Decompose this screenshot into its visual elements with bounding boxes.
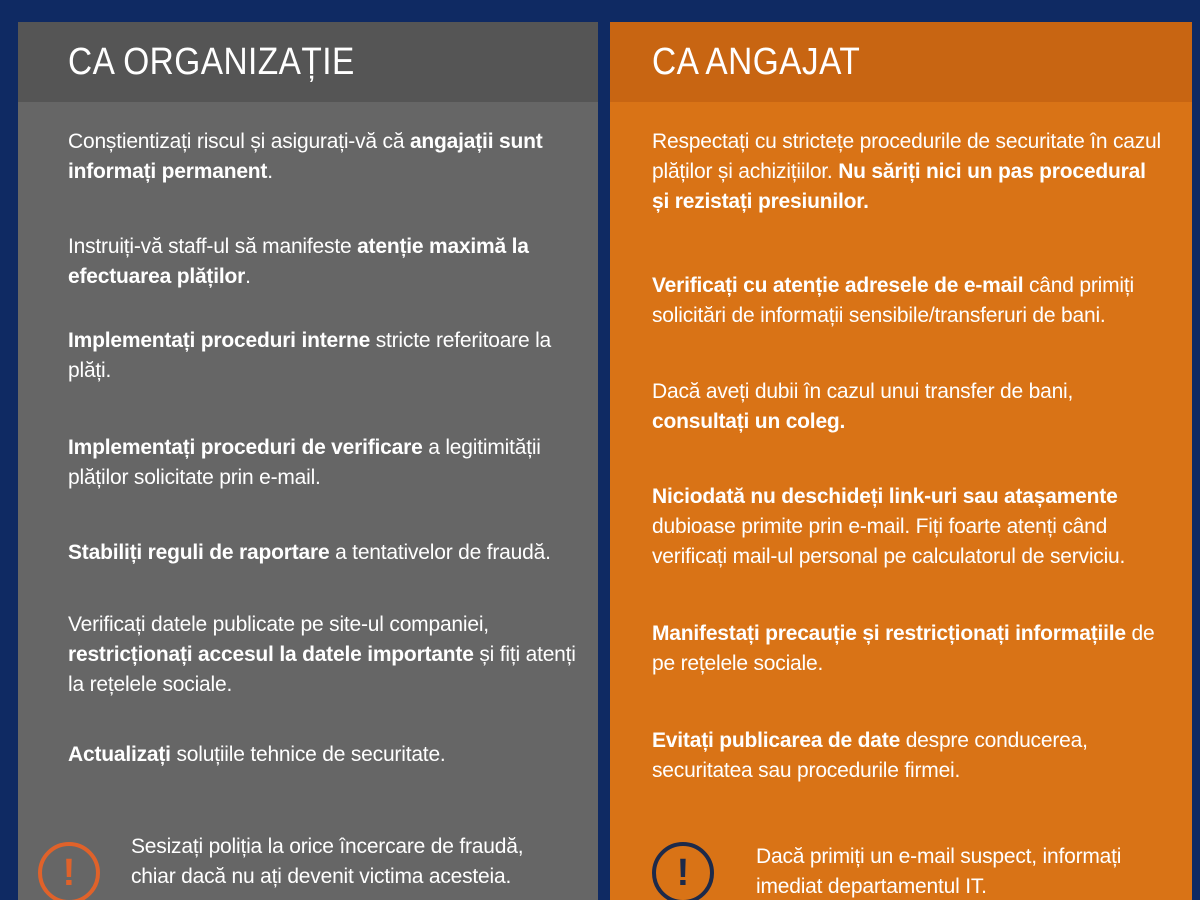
emp-tip-avoid-publishing: Evitați publicarea de date despre conducerea, securitatea sau procedurile firmei. <box>652 729 1088 782</box>
employee-header <box>610 22 1192 102</box>
org-tip-awareness: Conștientizați riscul și asigurați-vă că angajații sunt informați permanent. <box>68 130 543 183</box>
organization-title: CA ORGANIZAȚIE <box>68 40 355 83</box>
warning-icon: ! <box>38 842 100 900</box>
employee-title: CA ANGAJAT <box>652 40 861 83</box>
organization-panel <box>18 22 598 900</box>
emp-tip-links-attachments: Niciodată nu deschideți link-uri sau atașamente dubioase primite prin e-mail. Fiți foarte atenți când verificați mail-ul personal pe calculatorul de serviciu. <box>652 485 1126 568</box>
org-tip-reporting: Stabiliți reguli de raportare a tentativelor de fraudă. <box>68 541 551 564</box>
emp-it-notice: Dacă primiți un e-mail suspect, informați imediat departamentul IT. <box>756 845 1122 898</box>
organization-header <box>18 22 598 102</box>
org-police-notice: Sesizați poliția la orice încercare de fraudă, chiar dacă nu ați devenit victima acesteia. <box>131 835 524 888</box>
org-tip-internal-procedures: Implementați proceduri interne stricte referitoare la plăți. <box>68 329 552 382</box>
emp-tip-email-addresses: Verificați cu atenție adresele de e-mail când primiți solicitări de informații sensibile/transferuri de bani. <box>652 274 1134 327</box>
emp-tip-social-media: Manifestați precauție și restricționați informațiile de pe rețelele sociale. <box>652 622 1155 675</box>
org-tip-website-data: Verificați datele publicate pe site-ul companiei, restricționați accesul la datele importante și fiți atenți la rețelele sociale. <box>68 613 576 696</box>
emp-tip-consult-colleague: Dacă aveți dubii în cazul unui transfer de bani, consultați un coleg. <box>652 380 1074 433</box>
warning-icon: ! <box>652 842 714 900</box>
org-tip-training: Instruiți-vă staff-ul să manifeste atenție maximă la efectuarea plăților. <box>68 235 529 288</box>
org-tip-update-security: Actualizați soluțiile tehnice de securitate. <box>68 743 446 766</box>
org-tip-verification: Implementați proceduri de verificare a legitimității plăților solicitate prin e-mail. <box>68 436 541 489</box>
emp-tip-procedures: Respectați cu strictețe procedurile de securitate în cazul plăților și achizițiilor. Nu săriți nici un pas procedural și rezistați presiunilor. <box>652 130 1161 213</box>
employee-panel <box>610 22 1192 900</box>
